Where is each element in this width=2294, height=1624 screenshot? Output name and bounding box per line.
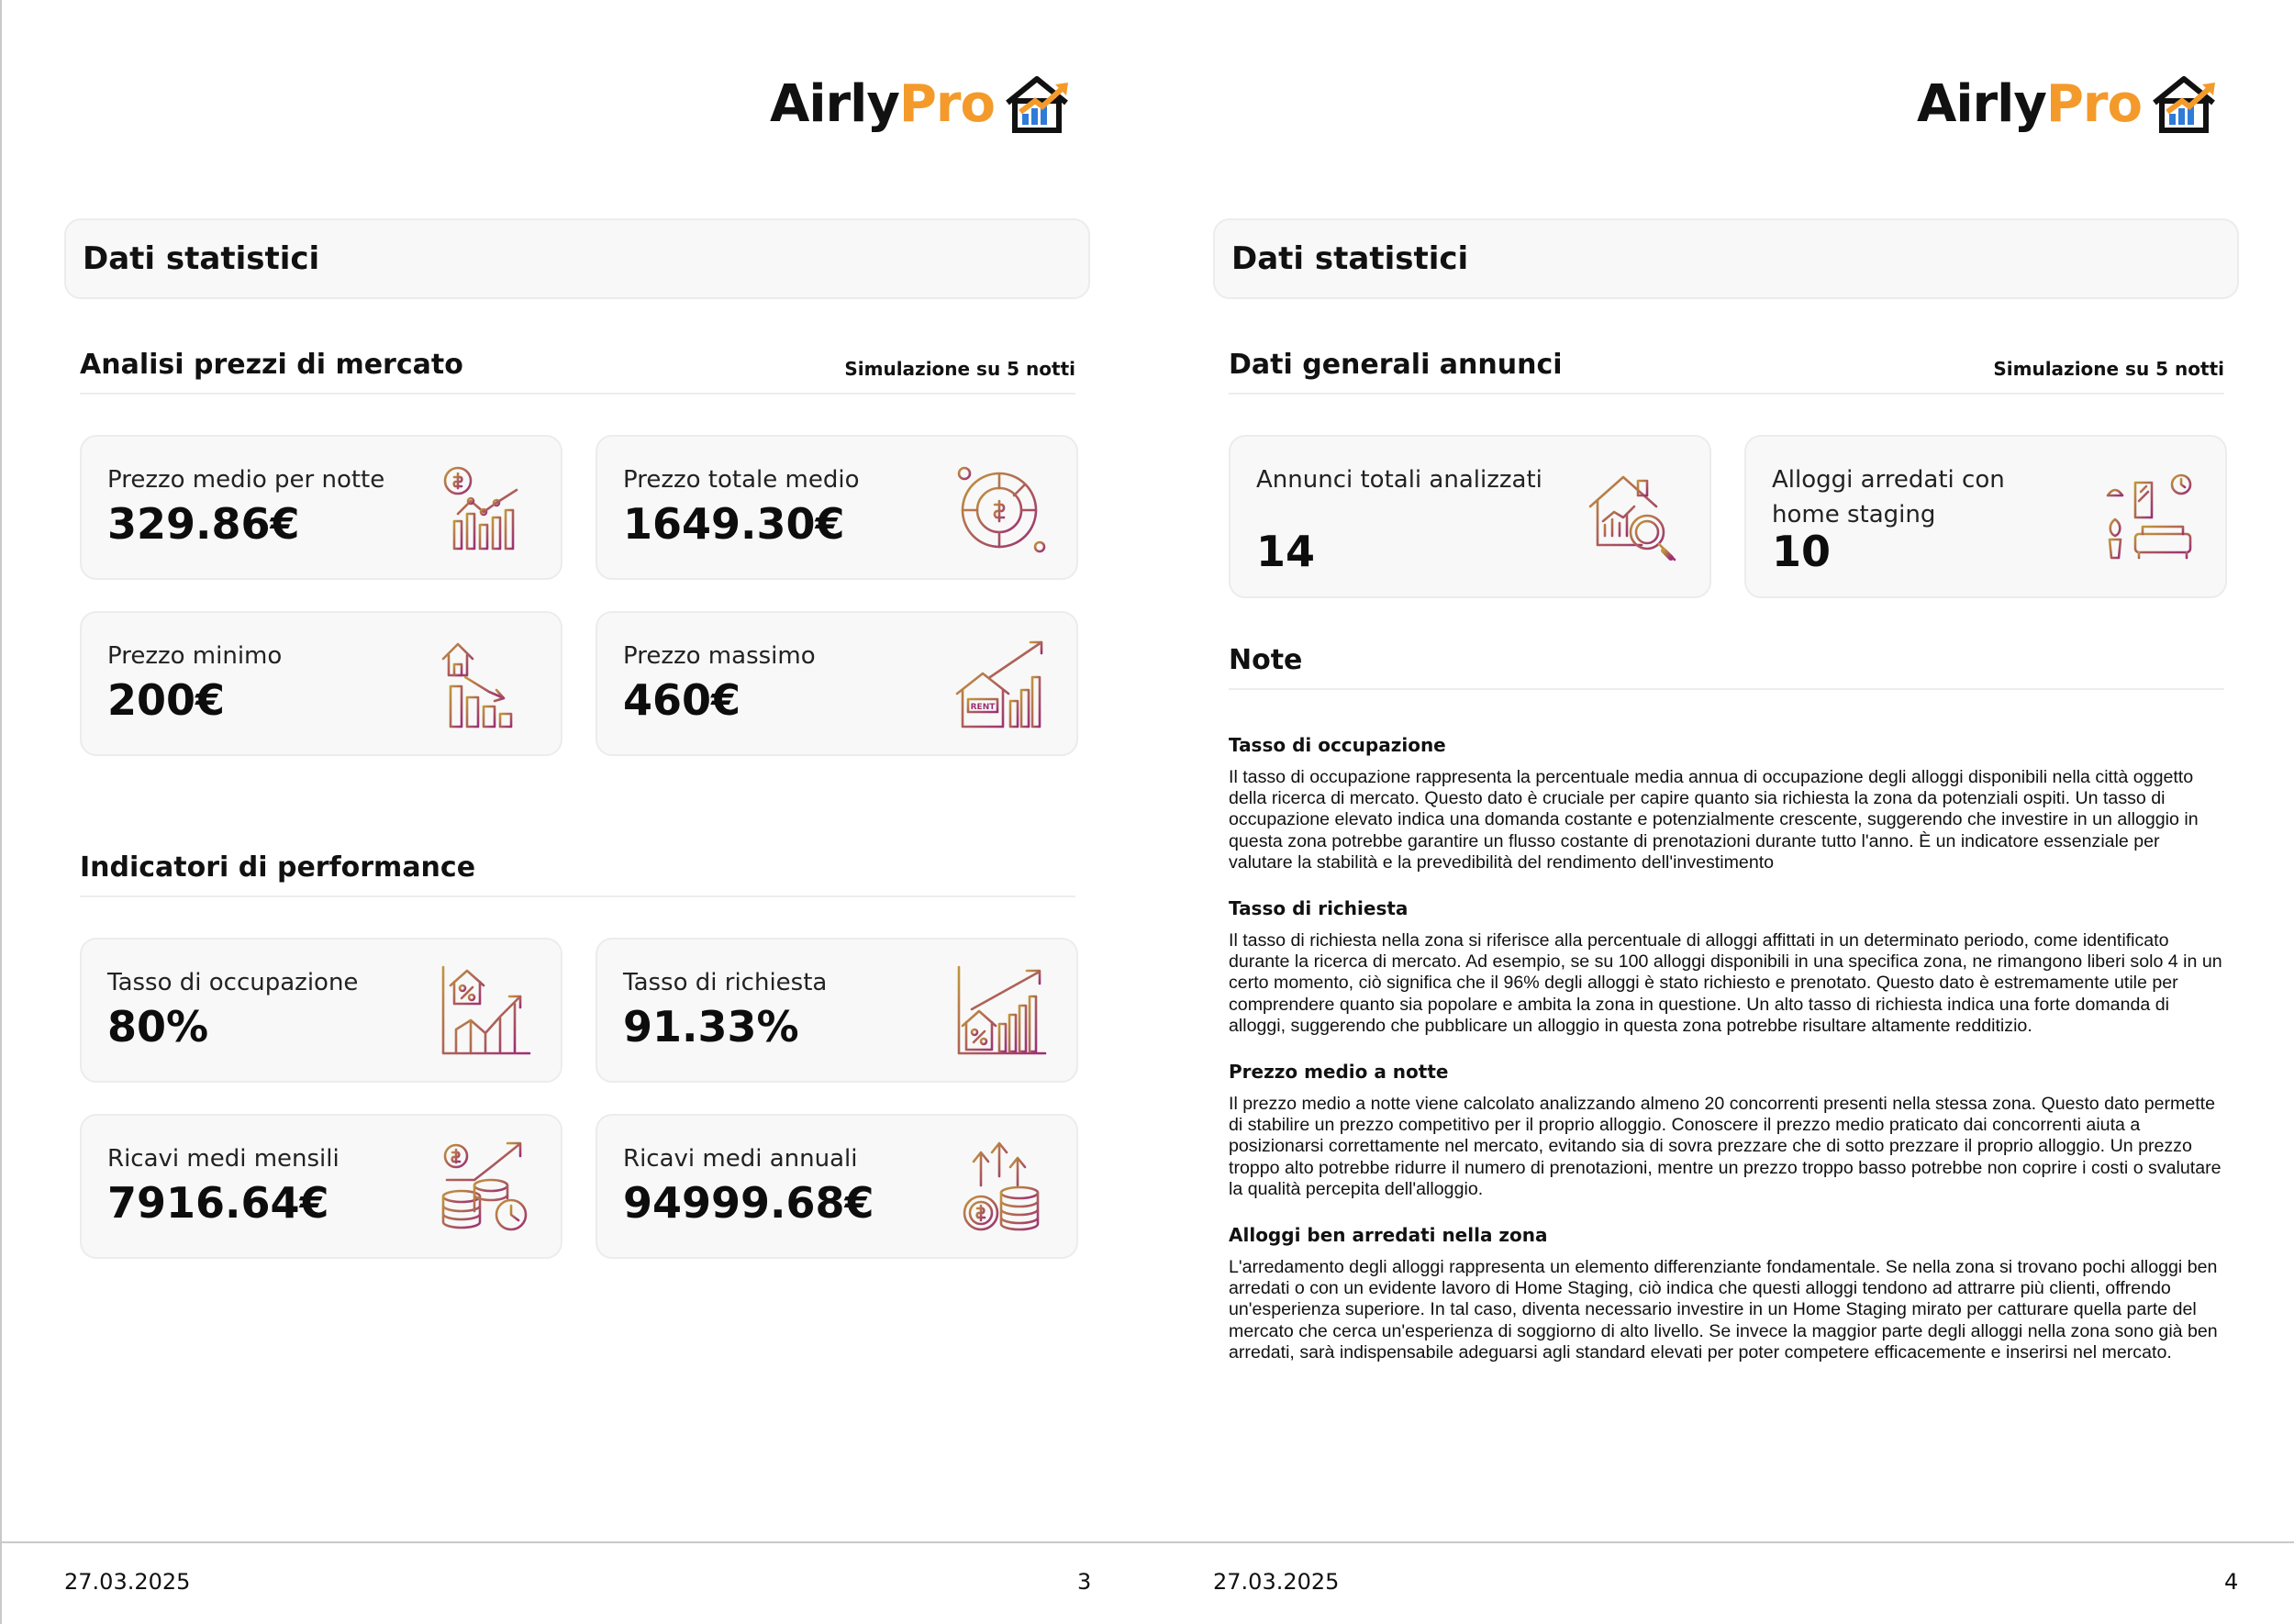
note-body: Il tasso di richiesta nella zona si riferisce alla percentuale di alloggi affittati in un determinato periodo, come identificato durante la ricerca di mercato. Ad esempio, se su 100 alloggi disponibili in una specifica zona, ne rimangono liberi solo 4 in un certo momento, ciò significa che il 96% degli alloggi è stato richiesto e prenotato. Questo dato è estremamente utile per comprendere quanto sia popolare e ambita la zona in questione. Un alto tasso di richiesta indica una forte domanda di alloggi, suggerendo che pubblicare un alloggio in questa zona potrebbe risultare altamente redditizio. [1229, 930, 2222, 1036]
footer-date: 27.03.2025 [64, 1569, 191, 1595]
stat-card-home-staging [1744, 435, 2227, 598]
stat-card-annual-revenue [596, 1114, 1078, 1259]
notes-header [1229, 640, 2224, 690]
demand-chart-icon [953, 963, 1049, 1059]
group-title: Dati generali annunci [1229, 349, 1563, 381]
brand-name-pro: Pro [898, 73, 995, 134]
svg-text:RENT: RENT [970, 703, 996, 712]
stat-value: 10 [1772, 527, 1832, 576]
brand-logo [1917, 72, 2222, 136]
stat-label: Prezzo totale medio [623, 466, 860, 494]
stat-card-monthly-revenue [80, 1114, 562, 1259]
stat-value: 460€ [623, 675, 741, 725]
occupancy-chart-icon [438, 963, 533, 1059]
note-item [1229, 1061, 2224, 1200]
furniture-icon [2102, 470, 2198, 565]
brand-logo [770, 72, 1075, 136]
notes-title: Note [1229, 644, 1303, 676]
stat-label: Prezzo minimo [107, 642, 283, 670]
section-title: Dati statistici [83, 240, 320, 277]
stat-card-demand-rate [596, 938, 1078, 1083]
stat-label: Tasso di richiesta [623, 969, 828, 996]
section-banner [1213, 218, 2239, 299]
simulation-note: Simulazione su 5 notti [1993, 358, 2224, 380]
simulation-note: Simulazione su 5 notti [844, 358, 1075, 380]
stat-card-occupancy-rate [80, 938, 562, 1083]
coin-chart-icon [438, 461, 533, 556]
stat-value: 94999.68€ [623, 1178, 874, 1228]
stat-label: Tasso di occupazione [107, 969, 359, 996]
stat-label: Prezzo massimo [623, 642, 816, 670]
stat-label: Ricavi medi mensili [107, 1145, 340, 1173]
stat-value: 200€ [107, 675, 226, 725]
stat-value: 91.33% [623, 1002, 799, 1051]
note-title: Tasso di richiesta [1229, 897, 1409, 920]
stat-card-total-listings [1229, 435, 1711, 598]
group-title: Analisi prezzi di mercato [80, 349, 463, 381]
brand-name-pro: Pro [2045, 73, 2142, 134]
note-body: Il prezzo medio a notte viene calcolato analizzando almeno 20 concorrenti presenti nella stessa zona. Questo dato permette di stabilire un prezzo competitivo per il proprio alloggio. Conoscere il prezzo medio praticato dai concorrenti aiuta a posizionarsi correttamente nel mercato, evitando sia di sovra prezzare che di sotto prezzare il proprio alloggio. Un prezzo troppo alto potrebbe ridurre il numero di prenotazioni, mentre un prezzo troppo basso potrebbe non coprire i costi o svalutare la qualità percepita dell'alloggio. [1229, 1094, 2222, 1199]
group-header-market-prices [80, 345, 1075, 395]
note-body: L'arredamento degli alloggi rappresenta un elemento differenziante fondamentale. Se nella zona si trovano pochi alloggi ben arredati o con un evidente lavoro di Home Staging, ciò indica che questi alloggi tendono ad attrarre più clienti, offrendo un'esperienza superiore. In tal caso, diventa necessario investire in un Home Staging mirato per catturare quella parte del mercato che cerca un'esperienza di soggiorno di alto livello. Se invece la maggior parte degli alloggi nella zona sono già ben arredati, sarà indispensabile adeguarsi agli standard elevati per poter competere efficacemente e inserirsi nel mercato. [1229, 1257, 2218, 1363]
footer-date: 27.03.2025 [1213, 1569, 1340, 1595]
stat-label: Ricavi medi annuali [623, 1145, 858, 1173]
page-3 [2, 0, 1149, 1624]
section-title: Dati statistici [1231, 240, 1469, 277]
group-header-performance [80, 848, 1075, 897]
stat-value: 1649.30€ [623, 499, 845, 549]
stat-card-min-price [80, 611, 562, 756]
house-growth-logo-icon [2147, 72, 2222, 136]
house-down-chart-icon [438, 637, 533, 732]
footer-page-number: 4 [2224, 1569, 2239, 1595]
stat-value: 7916.64€ [107, 1178, 329, 1228]
note-body: Il tasso di occupazione rappresenta la percentuale media annua di occupazione degli alloggi disponibili nella città oggetto della ricerca di mercato. Questo dato è cruciale per capire quanto sia richiesta la zona da potenziali ospiti. Un tasso di occupazione elevato indica una domanda costante e potenzialmente crescente, suggerendo che investire in un alloggio in questa zona potrebbe garantire un flusso costante di prenotazioni durante tutto l'anno. È un indicatore essenziale per valutare la stabilità e la prevedibilità del rendimento dell'investimento [1229, 767, 2199, 873]
group-header-listings [1229, 345, 2224, 395]
coins-arrows-icon [953, 1140, 1049, 1235]
stat-value: 14 [1256, 527, 1316, 576]
note-title: Tasso di occupazione [1229, 734, 1446, 756]
rent-up-chart-icon [953, 637, 1049, 732]
note-item [1229, 734, 2224, 873]
footer-page-number: 3 [1077, 1569, 1092, 1595]
note-title: Prezzo medio a notte [1229, 1061, 1449, 1084]
money-donut-icon [953, 461, 1049, 556]
brand-name-airly: Airly [1917, 73, 2046, 134]
section-banner [64, 218, 1090, 299]
stat-card-avg-price-night [80, 435, 562, 580]
brand-name-airly: Airly [770, 73, 899, 134]
stat-label: Prezzo medio per notte [107, 466, 385, 494]
house-search-icon [1587, 470, 1682, 565]
stat-card-max-price [596, 611, 1078, 756]
house-growth-logo-icon [1000, 72, 1075, 136]
footer-divider [2, 1541, 2294, 1543]
coins-clock-icon [438, 1140, 533, 1235]
note-item [1229, 1224, 2224, 1363]
stat-label: Alloggi arredati con home staging [1772, 466, 2005, 528]
stat-value: 329.86€ [107, 499, 300, 549]
group-title: Indicatori di performance [80, 851, 476, 884]
note-item [1229, 897, 2224, 1037]
notes-list [1229, 734, 2224, 1387]
note-title: Alloggi ben arredati nella zona [1229, 1224, 1548, 1247]
stat-value: 80% [107, 1002, 209, 1051]
stat-label: Annunci totali analizzati [1256, 466, 1542, 494]
stat-card-avg-total-price [596, 435, 1078, 580]
page-4 [1149, 0, 2294, 1624]
